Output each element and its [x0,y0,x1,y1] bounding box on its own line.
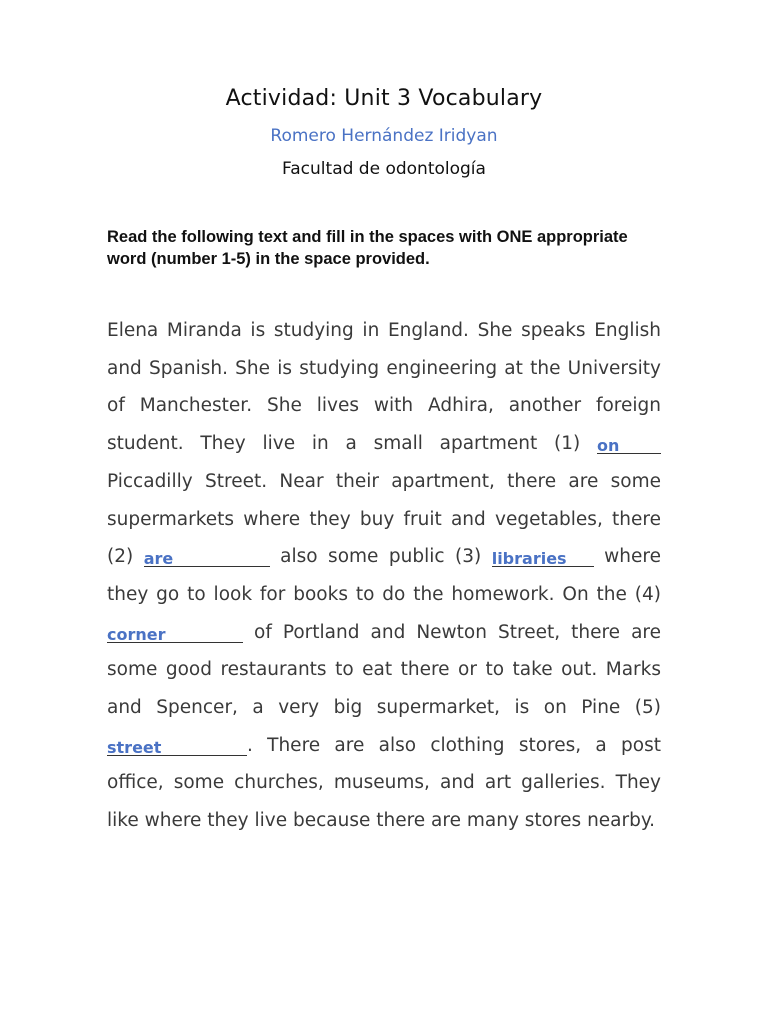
author-name: Romero Hernández Iridyan [270,126,498,146]
blank-2[interactable] [144,548,270,567]
exercise-instructions: Read the following text and fill in the spaces with ONE appropriate word (number 1-5) in the space provided. [107,228,628,268]
blank-1[interactable] [597,435,661,454]
answer-4: corner [107,624,166,644]
blank-5[interactable] [107,737,247,756]
passage-text-1: Elena Miranda is studying in England. She speaks English and Spanish. She is studying engineering at the University of Manchester. She lives with Adhira, another foreign student. They live in a small apartment (1) [107,320,661,455]
blank-4[interactable] [107,624,243,643]
passage-text-5: of Portland and Newton Street, there are some good restaurants to eat there or to take out. Marks and Spencer, a very big supermarket, is on Pine (5) [107,621,661,719]
passage-text-2: Piccadilly Street. Near their apartment, there are some supermarkets where they buy fruit and vegetables, there (2) [107,470,661,568]
answer-5: street [107,737,162,757]
answer-2: are [143,549,174,569]
blank-3[interactable] [492,548,594,567]
answer-1: on [597,436,620,456]
passage-text-3: also some public (3) [269,546,492,568]
passage-text-6: . There are also clothing stores, a post office, some churches, museums, and art galleries. They like where they live because there are many stores nearby. [107,734,661,832]
faculty-name: Facultad de odontología [282,159,486,179]
reading-passage [107,312,661,840]
document-title: Actividad: Unit 3 Vocabulary [225,86,543,111]
answer-3: libraries [491,549,567,569]
passage-text-4: where they go to look for books to do the homework. On the (4) [107,546,661,605]
